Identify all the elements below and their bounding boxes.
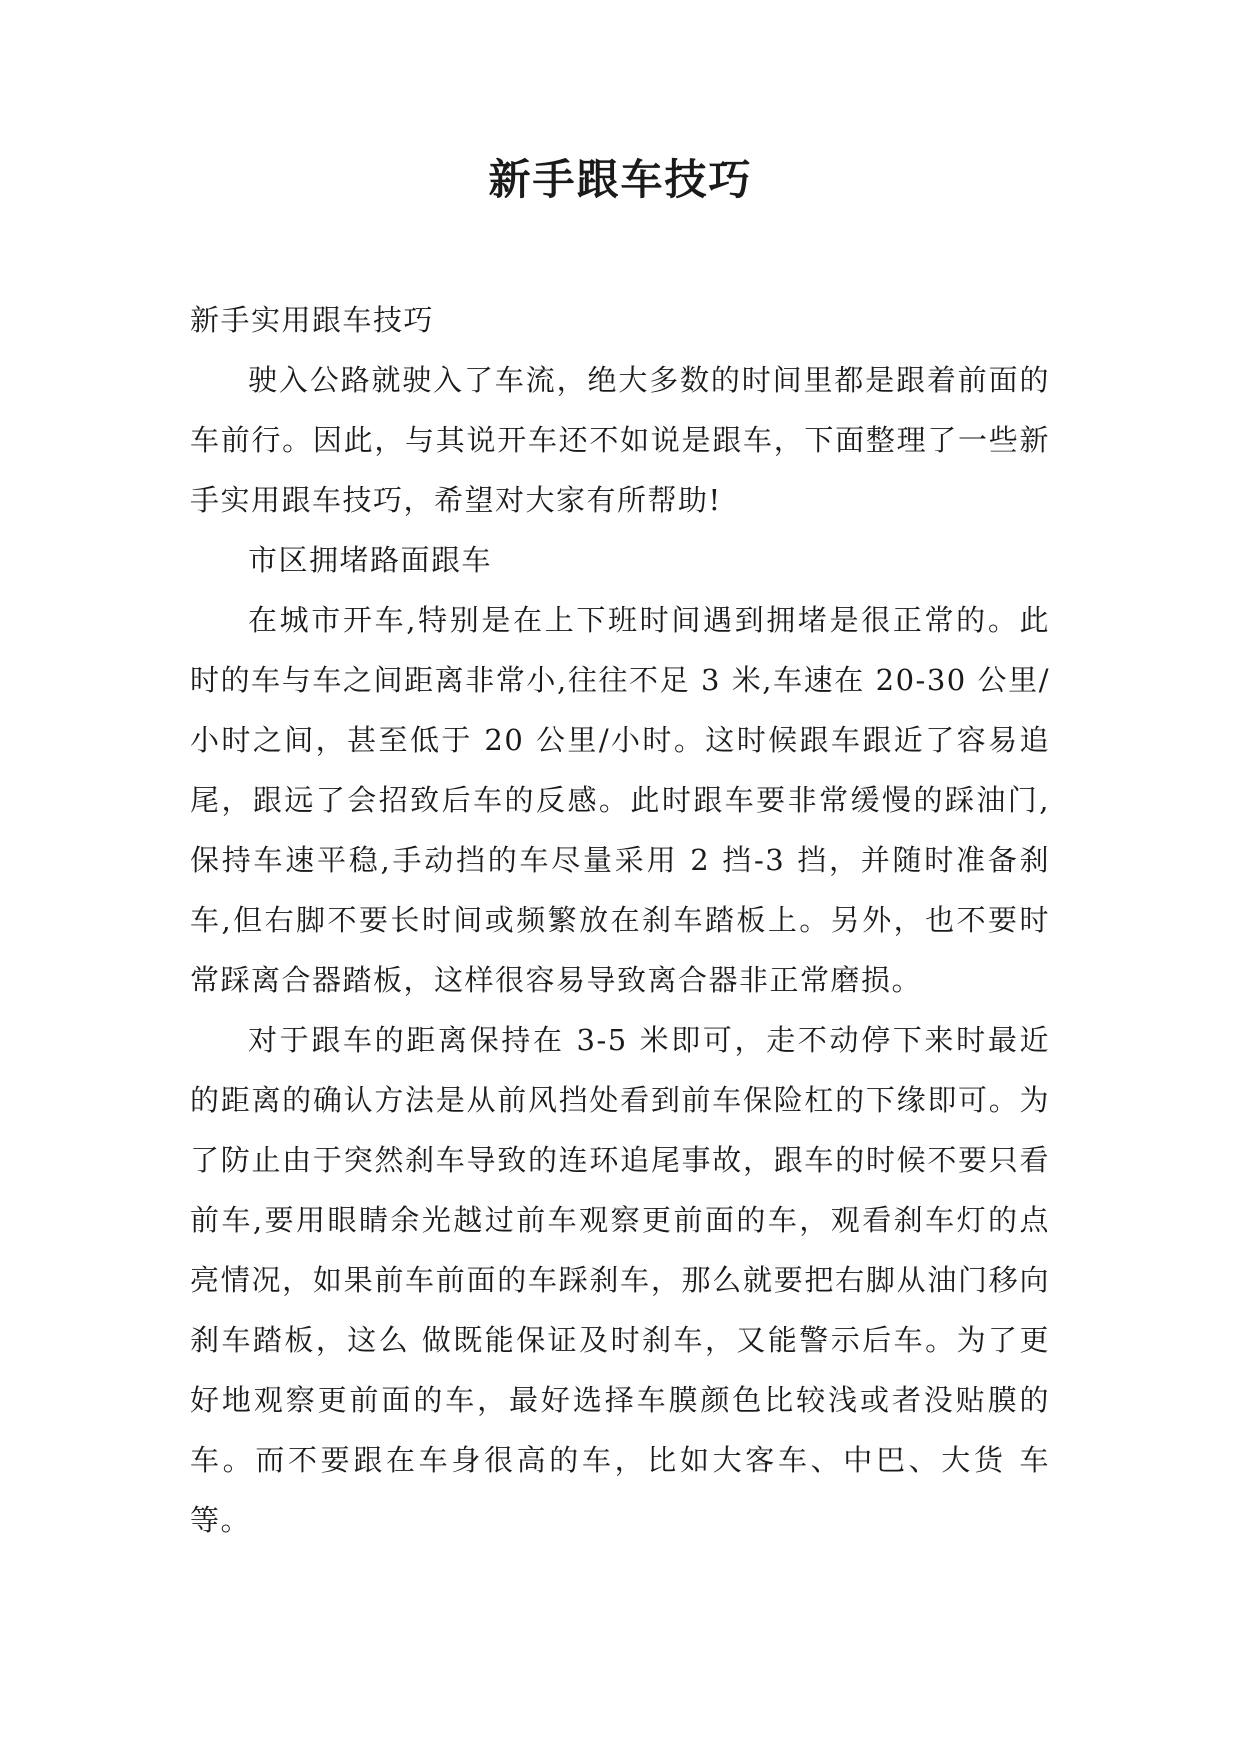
body-paragraph: 对于跟车的距离保持在 3-5 米即可，走不动停下来时最近的距离的确认方法是从前风挡处看到前车保险杠的下缘即可。为了防止由于突然刹车导致的连环追尾事故，跟车的时候不要只看前车,要用眼睛余光越过前车观察更前面的车，观看刹车灯的点亮情况，如果前车前面的车踩刹车，那么就要把右脚从油门移向刹车踏板，这么 做既能保证及时刹车，又能警示后车。为了更好地观察更前面的车，最好选择车膜颜色比较浅或者没贴膜的车。而不要跟在车身很高的车，比如大客车、中巴、大货 车等。 [190,1023,1050,1537]
body-paragraph: 在城市开车,特别是在上下班时间遇到拥堵是很正常的。此时的车与车之间距离非常小,往往不足 3 米,车速在 20-30 公里/小时之间，甚至低于 20 公里/小时。这时候跟车跟近了容易追尾，跟远了会招致后车的反感。此时跟车要非常缓慢的踩油门,保持车速平稳,手动挡的车尽量采用 2 挡-3 挡，并随时准备刹车,但右脚不要长时间或频繁放在刹车踏板上。另外，也不要时常踩离合器踏板，这样很容易导致离合器非正常磨损。 [190,603,1050,997]
section-heading: 市区拥堵路面跟车 [248,543,493,577]
document-subtitle: 新手实用跟车技巧 [190,303,435,337]
document-title: 新手跟车技巧 [488,155,753,204]
document-body [190,290,1050,1550]
intro-paragraph: 驶入公路就驶入了车流，绝大多数的时间里都是跟着前面的车前行。因此，与其说开车还不如说是跟车，下面整理了一些新手实用跟车技巧，希望对大家有所帮助! [190,363,1050,517]
